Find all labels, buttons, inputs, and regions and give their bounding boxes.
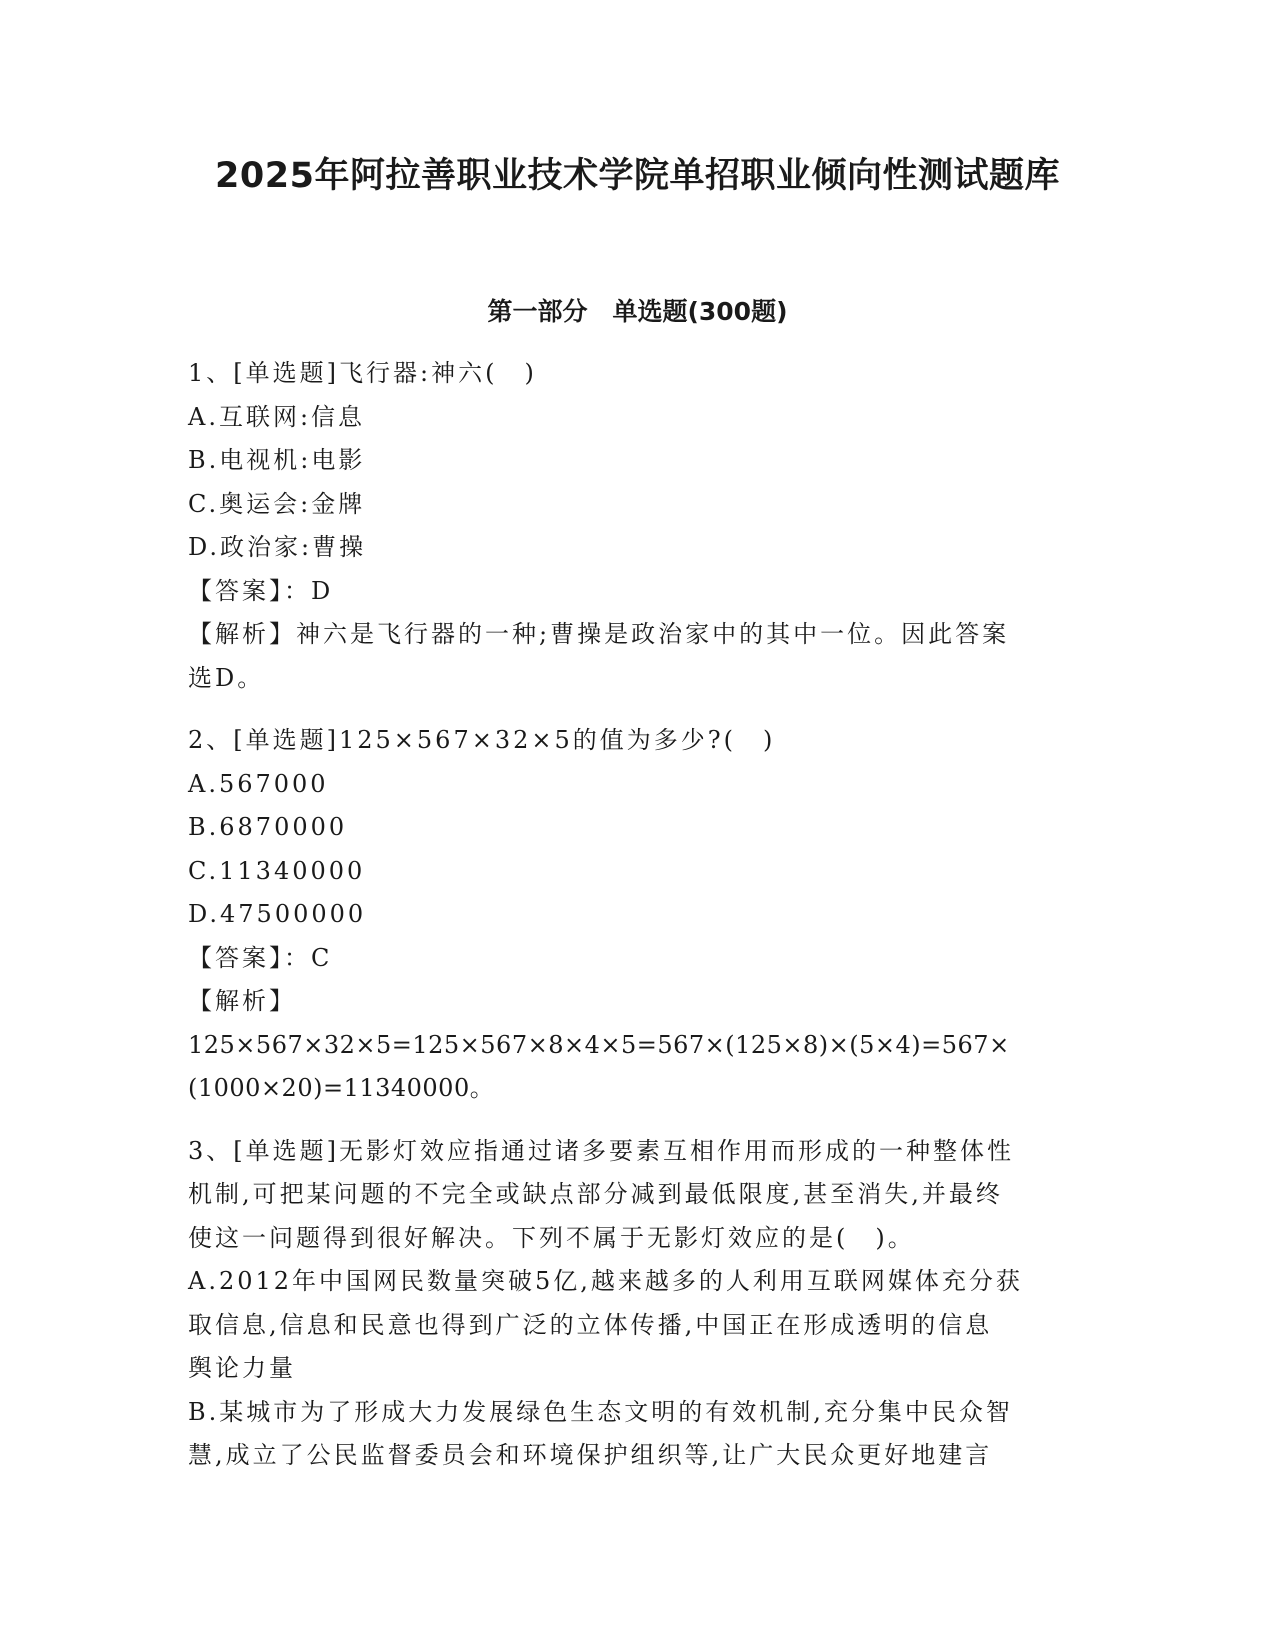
option-c: C.奥运会:金牌 [188, 489, 366, 518]
question-list [188, 352, 1088, 1478]
section-title: 第一部分 单选题(300题) [487, 297, 788, 326]
option-b: B.某城市为了形成大力发展绿色生态文明的有效机制,充分集中民众智 [188, 1397, 1013, 1426]
question-stem: 机制,可把某问题的不完全或缺点部分减到最低限度,甚至消失,并最终 [188, 1180, 1003, 1208]
document-title: 2025年阿拉善职业技术学院单招职业倾向性测试题库 [215, 156, 1060, 196]
option-b: 慧,成立了公民监督委员会和环境保护组织等,让广大民众更好地建言 [188, 1441, 993, 1469]
option-d: D.政治家:曹操 [188, 533, 367, 561]
analysis: 选D。 [188, 663, 265, 692]
question-stem: 2、[单选题]125×567×32×5的值为多少?( ) [188, 726, 776, 754]
question-stem: 1、[单选题]飞行器:神六( ) [188, 359, 537, 387]
option-a: A.567000 [188, 769, 329, 798]
analysis: 【解析】神六是飞行器的一种;曹操是政治家中的其中一位。因此答案 [188, 620, 1010, 648]
question-1 [188, 352, 1088, 700]
question-2 [188, 719, 1088, 1111]
option-a: 取信息,信息和民意也得到广泛的立体传播,中国正在形成透明的信息 [188, 1310, 993, 1339]
option-d: D.47500000 [188, 900, 367, 928]
analysis-formula: (1000×20)=11340000。 [188, 1074, 495, 1102]
option-a: 舆论力量 [188, 1354, 296, 1382]
option-a: A.2012年中国网民数量突破5亿,越来越多的人利用互联网媒体充分获 [188, 1267, 1023, 1295]
analysis: 【解析】 [188, 987, 296, 1015]
analysis-formula: 125×567×32×5=125×567×8×4×5=567×(125×8)×(5×4)=567× [188, 1030, 1010, 1059]
question-stem: 使这一问题得到很好解决。下列不属于无影灯效应的是( )。 [188, 1223, 915, 1252]
option-a: A.互联网:信息 [188, 402, 366, 431]
option-b: B.6870000 [188, 813, 348, 841]
option-b: B.电视机:电影 [188, 446, 366, 474]
option-c: C.11340000 [188, 856, 366, 885]
answer: 【答案】：D [188, 576, 334, 605]
question-3 [188, 1130, 1088, 1478]
answer: 【答案】：C [188, 943, 333, 972]
question-stem: 3、[单选题]无影灯效应指通过诸多要素互相作用而形成的一种整体性 [188, 1136, 1014, 1165]
